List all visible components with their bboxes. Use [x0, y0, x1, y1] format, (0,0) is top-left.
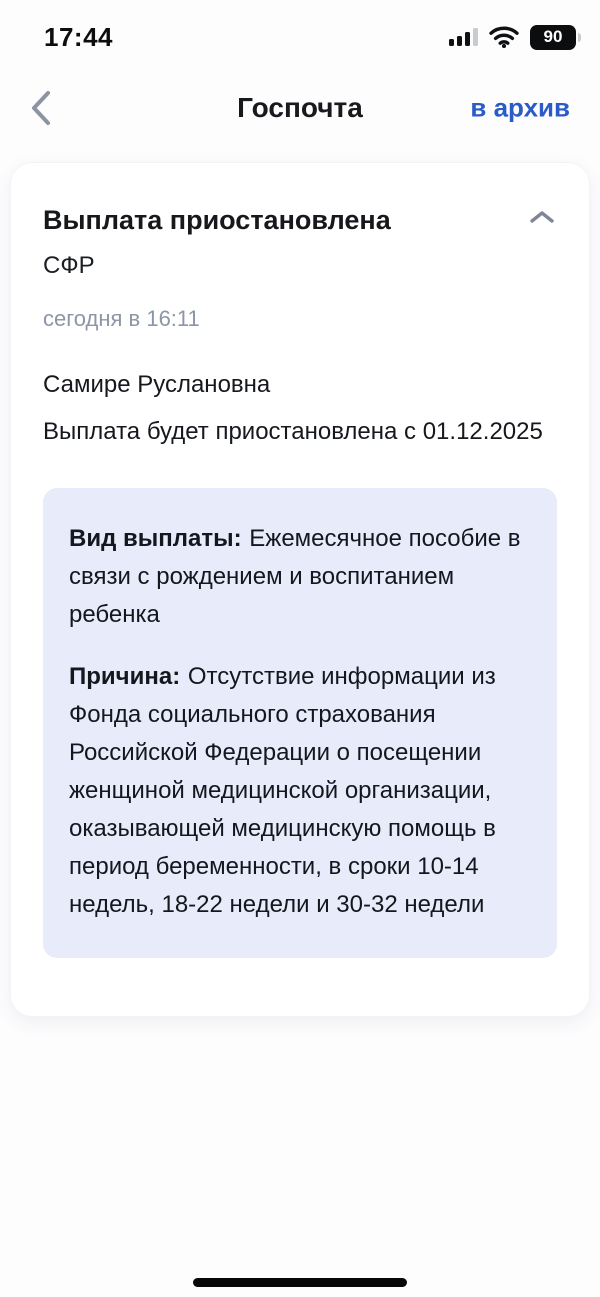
status-bar — [0, 0, 600, 56]
status-time: 17:44 — [44, 21, 113, 52]
page-title: Госпочта — [237, 92, 363, 123]
detail-payment-type-text: Ежемесячное пособие в связи с рождением и воспитанием ребенка — [69, 524, 521, 628]
detail-reason-text: Отсутствие информации из Фонда социального страхования Российской Федерации о посещении женщиной медицинской организации, оказывающей медицинскую помощь в период беременности, в сроки 10-14 недель, 18-22 недели и 30-32 недели — [69, 662, 496, 918]
cellular-signal-icon — [449, 28, 478, 46]
battery-percent: 90 — [543, 27, 563, 46]
wifi-icon — [489, 26, 519, 48]
card-title-row[interactable] — [43, 205, 557, 236]
battery-icon — [530, 25, 576, 50]
detail-reason — [69, 658, 531, 924]
archive-link[interactable]: в архив — [470, 92, 570, 123]
summary-line: Выплата будет приостановлена с 01.12.2025 — [43, 417, 543, 445]
back-chevron-icon — [30, 90, 52, 126]
detail-payment-type-label: Вид выплаты: — [69, 524, 242, 552]
timestamp: сегодня в 16:11 — [43, 306, 200, 332]
chevron-up-icon — [529, 213, 555, 228]
info-box — [43, 488, 557, 958]
collapse-button[interactable] — [527, 205, 557, 229]
card-title: Выплата приостановлена — [43, 205, 391, 235]
battery-cap — [578, 33, 581, 42]
detail-payment-type — [69, 520, 531, 634]
back-button[interactable] — [30, 86, 74, 130]
sender-label: СФР — [43, 252, 95, 280]
home-indicator[interactable] — [193, 1278, 407, 1287]
status-icons — [449, 25, 576, 50]
header — [0, 82, 600, 134]
notification-card — [10, 162, 590, 1017]
detail-reason-label: Причина: — [69, 662, 181, 690]
recipient-line: Самире Руслановна — [43, 371, 271, 399]
